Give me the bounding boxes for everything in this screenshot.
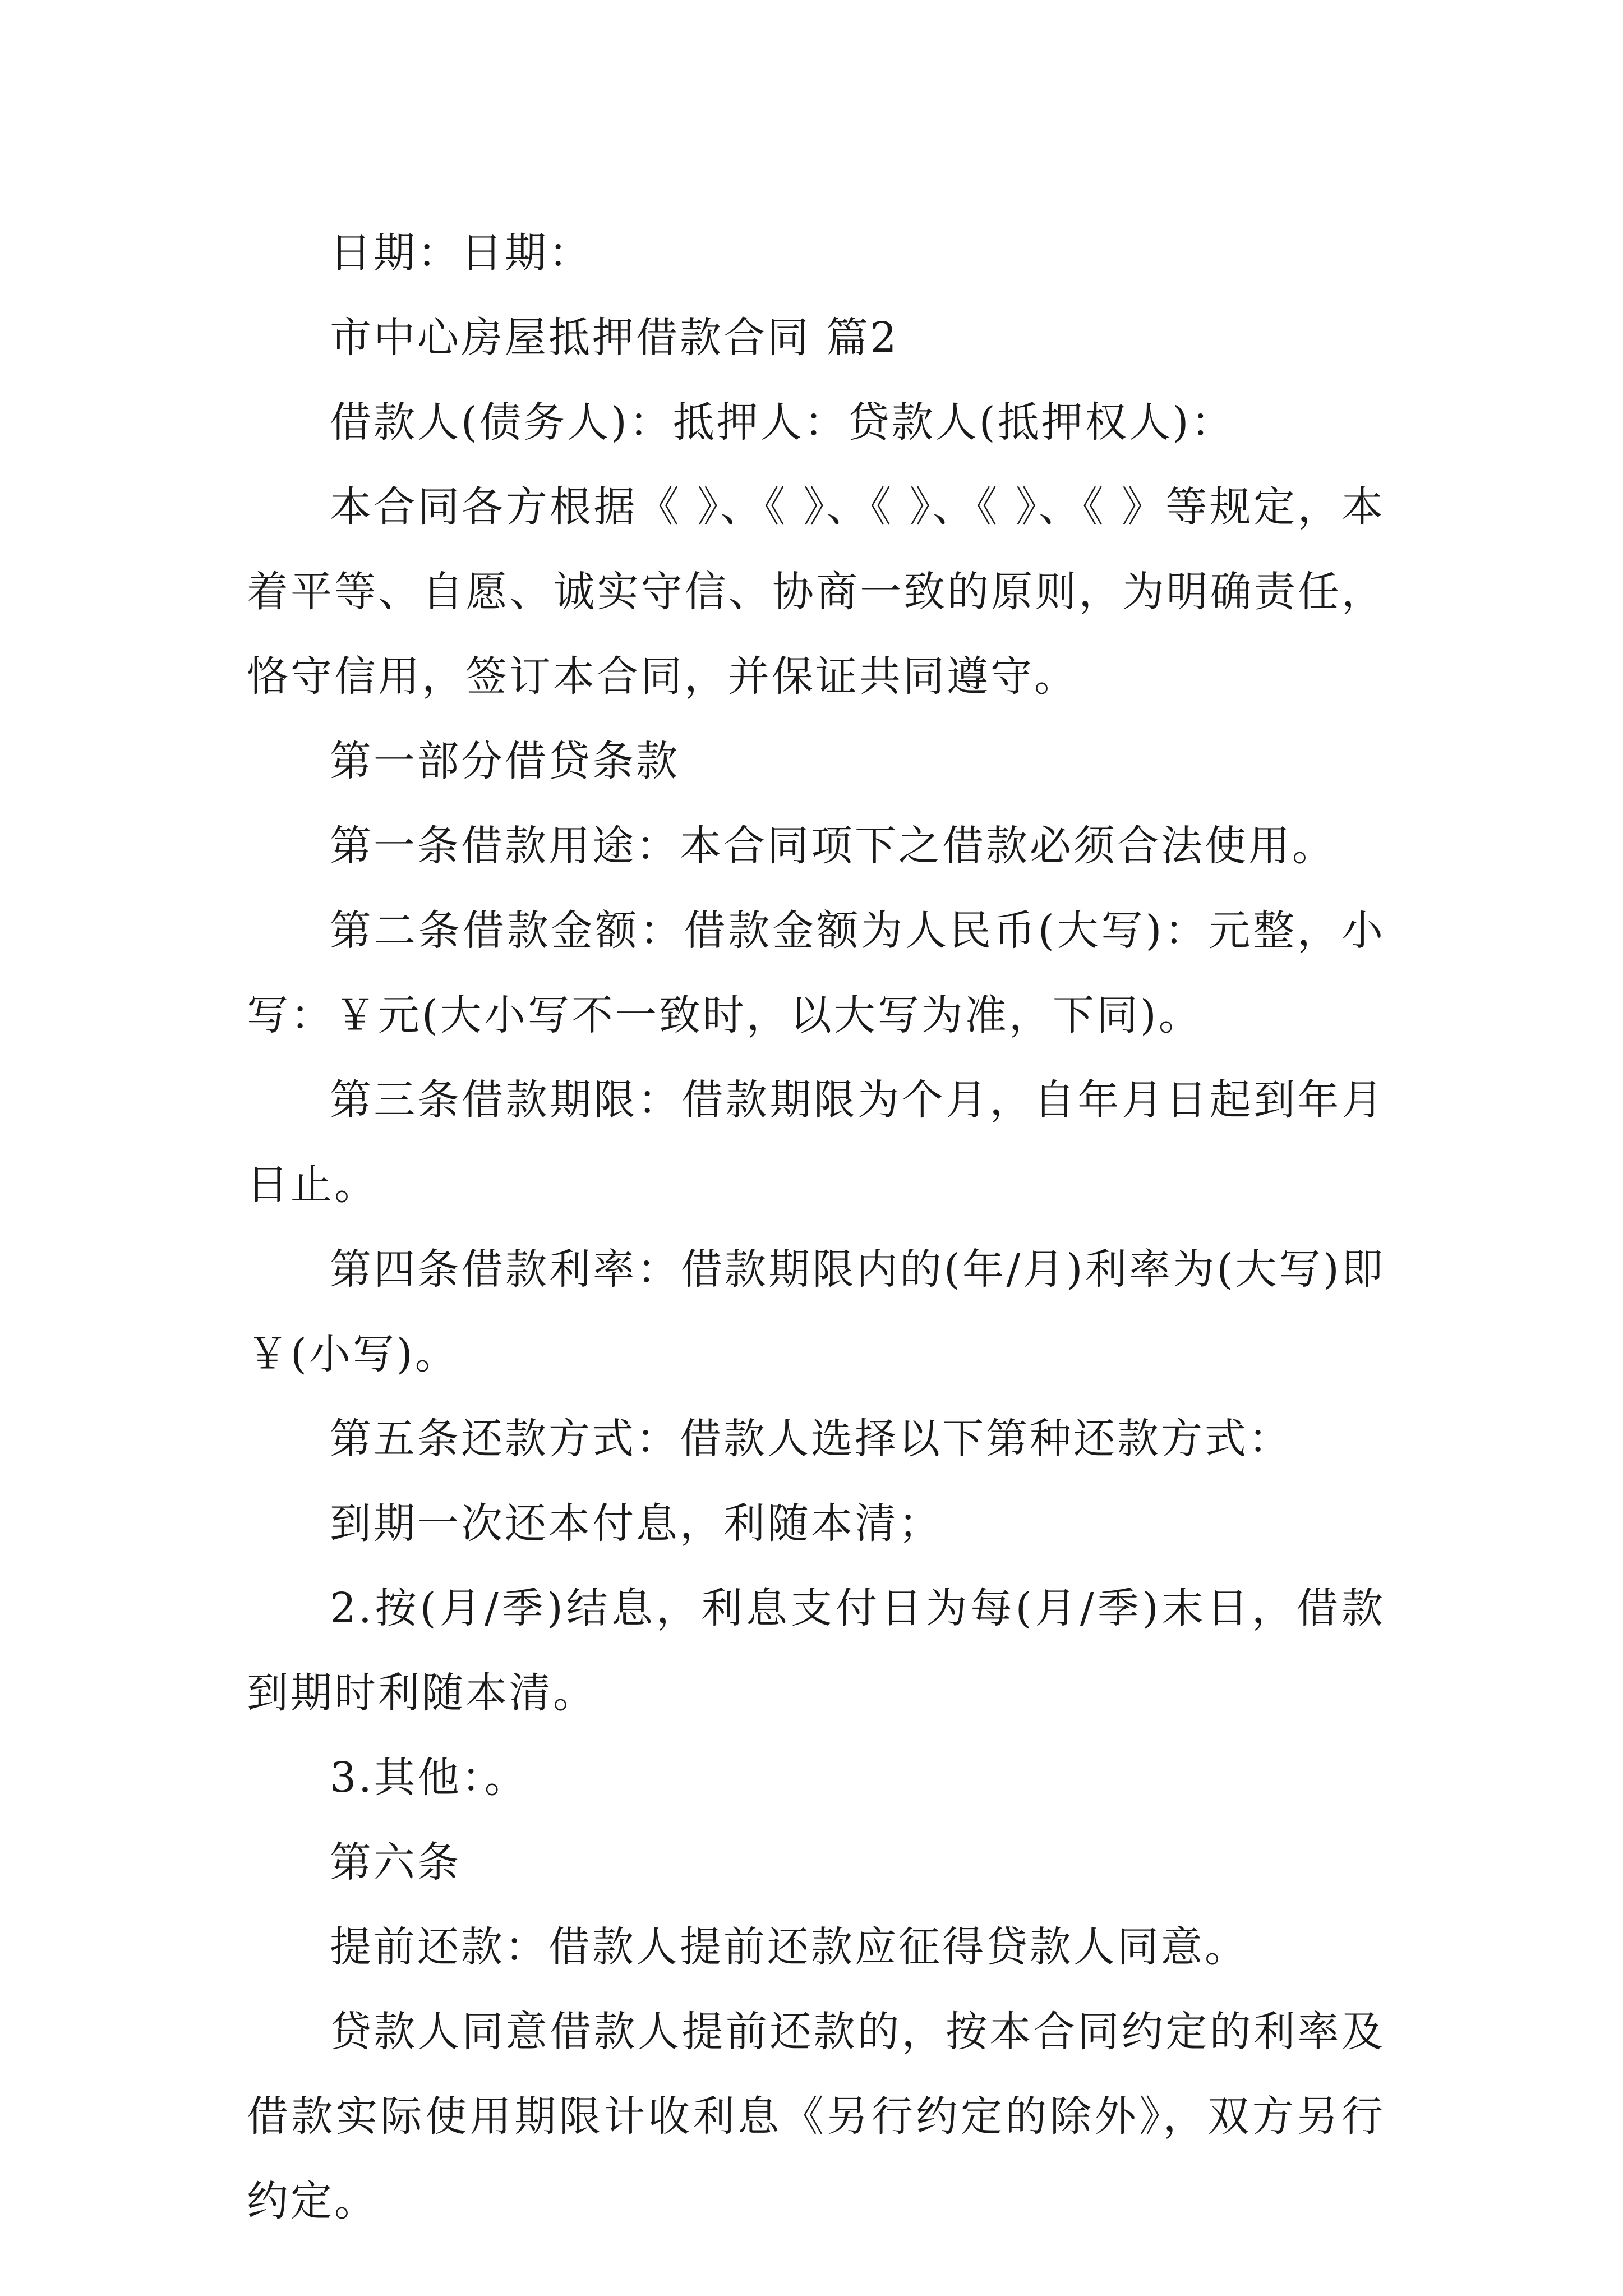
paragraph-part-one: 第一部分借贷条款 [330, 737, 680, 785]
paragraph-article-6: 第六条 [330, 1838, 461, 1887]
document-body [247, 211, 1385, 2244]
paragraph-article-2: 第二条借款金额：借款金额为人民币(大写)：元整，小写：￥元(大小写不一致时，以大写为准，下同)。 [247, 907, 1385, 1039]
paragraph-title: 市中心房屋抵押借款合同 篇2 [330, 314, 899, 362]
paragraph-article-1: 第一条借款用途：本合同项下之借款必须合法使用。 [330, 822, 1336, 870]
paragraph-prepayment: 提前还款：借款人提前还款应征得贷款人同意。 [330, 1923, 1248, 1971]
paragraph-repay-option-2: 2.按(月/季)结息，利息支付日为每(月/季)末日，借款到期时利随本清。 [247, 1584, 1385, 1717]
paragraph-repay-option-1: 到期一次还本付息，利随本清； [330, 1499, 942, 1548]
paragraph-article-4: 第四条借款利率：借款期限内的(年/月)利率为(大写)即￥(小写)。 [247, 1245, 1385, 1378]
paragraph-parties: 借款人(债务人)：抵押人：贷款人(抵押权人)： [330, 398, 1235, 447]
paragraph-article-5: 第五条还款方式：借款人选择以下第种还款方式： [330, 1415, 1292, 1463]
paragraph-prepayment-terms: 贷款人同意借款人提前还款的，按本合同约定的利率及借款实际使用期限计收利息《另行约定的除外》，双方另行约定。 [247, 2008, 1385, 2225]
paragraph-preamble: 本合同各方根据《 》、《 》、《 》、《 》、《 》等规定，本着平等、自愿、诚实守信、协商一致的原则，为明确责任，恪守信用，签订本合同，并保证共同遵守。 [247, 483, 1385, 701]
paragraph-date: 日期：日期： [330, 229, 592, 277]
paragraph-article-3: 第三条借款期限：借款期限为个月，自年月日起到年月日止。 [247, 1076, 1385, 1209]
paragraph-repay-option-3: 3.其他：。 [330, 1754, 528, 1802]
